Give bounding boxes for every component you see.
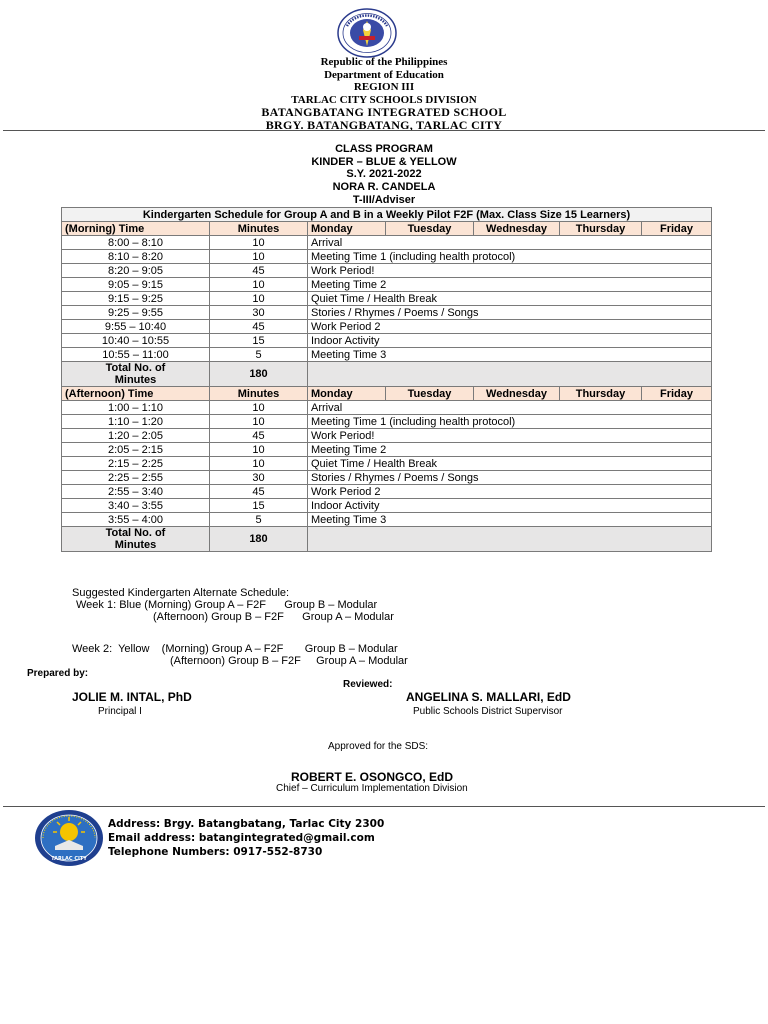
week1-line2: (Afternoon) Group B – F2F Group A – Modular xyxy=(153,611,394,623)
time-cell: 10:55 – 11:00 xyxy=(62,348,210,362)
column-header: Thursday xyxy=(560,222,642,236)
minutes-cell: 10 xyxy=(210,292,308,306)
department-line: Department of Education xyxy=(324,68,444,81)
column-header: (Morning) Time xyxy=(62,222,210,236)
time-cell: 2:05 – 2:15 xyxy=(62,443,210,457)
column-header: Tuesday xyxy=(386,222,474,236)
activity-cell: Meeting Time 2 xyxy=(308,443,712,457)
time-cell: 2:25 – 2:55 xyxy=(62,471,210,485)
time-cell: 3:40 – 3:55 xyxy=(62,499,210,513)
table-row xyxy=(62,485,712,499)
activity-cell: Meeting Time 1 (including health protocol) xyxy=(308,250,712,264)
activity-cell: Meeting Time 3 xyxy=(308,513,712,527)
column-header: Tuesday xyxy=(386,387,474,401)
column-header: Friday xyxy=(642,387,712,401)
afternoon-header-row xyxy=(62,387,712,401)
column-header: Friday xyxy=(642,222,712,236)
school-logo-icon xyxy=(33,808,105,868)
time-cell: 1:00 – 1:10 xyxy=(62,401,210,415)
total-label: Total No. of Minutes xyxy=(62,362,210,387)
alternate-heading: Suggested Kindergarten Alternate Schedule: xyxy=(72,587,290,599)
total-empty xyxy=(308,362,712,387)
minutes-cell: 10 xyxy=(210,415,308,429)
table-row xyxy=(62,264,712,278)
activity-cell: Work Period! xyxy=(308,429,712,443)
column-header: Wednesday xyxy=(474,222,560,236)
table-row xyxy=(62,401,712,415)
morning-header-row xyxy=(62,222,712,236)
activity-cell: Meeting Time 1 (including health protocol) xyxy=(308,415,712,429)
activity-cell: Stories / Rhymes / Poems / Songs xyxy=(308,471,712,485)
program-title: CLASS PROGRAM xyxy=(335,143,433,155)
program-teacher: NORA R. CANDELA xyxy=(332,181,436,194)
time-cell: 2:15 – 2:25 xyxy=(62,457,210,471)
division-line: TARLAC CITY SCHOOLS DIVISION xyxy=(291,93,477,106)
column-header: Minutes xyxy=(210,387,308,401)
minutes-cell: 5 xyxy=(210,348,308,362)
program-sy: S.Y. 2021-2022 xyxy=(346,168,422,181)
table-row xyxy=(62,471,712,485)
time-cell: 10:40 – 10:55 xyxy=(62,334,210,348)
table-row xyxy=(62,415,712,429)
program-header xyxy=(0,143,768,207)
deped-seal-icon xyxy=(337,8,397,58)
table-row xyxy=(62,457,712,471)
time-cell: 9:05 – 9:15 xyxy=(62,278,210,292)
principal-role: Principal I xyxy=(98,706,142,717)
time-cell: 2:55 – 3:40 xyxy=(62,485,210,499)
minutes-cell: 30 xyxy=(210,306,308,320)
activity-cell: Work Period 2 xyxy=(308,320,712,334)
minutes-cell: 10 xyxy=(210,278,308,292)
minutes-cell: 45 xyxy=(210,320,308,334)
time-cell: 1:10 – 1:20 xyxy=(62,415,210,429)
total-empty xyxy=(308,527,712,552)
column-header: Minutes xyxy=(210,222,308,236)
activity-cell: Meeting Time 2 xyxy=(308,278,712,292)
column-header: Thursday xyxy=(560,387,642,401)
time-cell: 8:00 – 8:10 xyxy=(62,236,210,250)
week2-line1: Week 2: Yellow (Morning) Group A – F2F Group B – Modular xyxy=(72,643,398,655)
time-cell: 3:55 – 4:00 xyxy=(62,513,210,527)
activity-cell: Stories / Rhymes / Poems / Songs xyxy=(308,306,712,320)
prepared-label: Prepared by: xyxy=(27,668,89,679)
address-line: BRGY. BATANGBATANG, TARLAC CITY xyxy=(265,117,503,132)
minutes-cell: 45 xyxy=(210,485,308,499)
column-header: Monday xyxy=(308,222,386,236)
approved-label: Approved for the SDS: xyxy=(328,741,429,752)
minutes-cell: 30 xyxy=(210,471,308,485)
program-class: KINDER – BLUE & YELLOW xyxy=(311,155,457,168)
activity-cell: Quiet Time / Health Break xyxy=(308,292,712,306)
table-row xyxy=(62,278,712,292)
table-row xyxy=(62,320,712,334)
chief-name: ROBERT E. OSONGCO, EdD xyxy=(291,770,454,784)
afternoon-total-row xyxy=(62,527,712,552)
footer-address: Address: Brgy. Batangbatang, Tarlac City 2300 xyxy=(108,818,385,830)
table-row xyxy=(62,334,712,348)
region-line: REGION III xyxy=(353,81,415,93)
afternoon-total-value: 180 xyxy=(210,527,308,552)
program-role: T-III/Adviser xyxy=(352,193,416,206)
schedule-table xyxy=(61,207,712,552)
minutes-cell: 45 xyxy=(210,264,308,278)
activity-cell: Indoor Activity xyxy=(308,499,712,513)
table-row xyxy=(62,292,712,306)
table-row xyxy=(62,236,712,250)
time-cell: 8:20 – 9:05 xyxy=(62,264,210,278)
column-header: (Afternoon) Time xyxy=(62,387,210,401)
minutes-cell: 10 xyxy=(210,443,308,457)
week2-line2: (Afternoon) Group B – F2F Group A – Modular xyxy=(170,655,408,667)
principal-name: JOLIE M. INTAL, PhD xyxy=(72,690,192,704)
table-row xyxy=(62,499,712,513)
activity-cell: Arrival xyxy=(308,401,712,415)
table-row xyxy=(62,443,712,457)
table-title: Kindergarten Schedule for Group A and B in a Weekly Pilot F2F (Max. Class Size 15 Learners) xyxy=(62,208,712,222)
activity-cell: Meeting Time 3 xyxy=(308,348,712,362)
supervisor-role: Public Schools District Supervisor xyxy=(413,706,563,717)
footer-phone: Telephone Numbers: 0917-552-8730 xyxy=(108,846,323,858)
time-cell: 1:20 – 2:05 xyxy=(62,429,210,443)
table-row xyxy=(62,429,712,443)
table-title-row xyxy=(62,208,712,222)
time-cell: 9:55 – 10:40 xyxy=(62,320,210,334)
minutes-cell: 15 xyxy=(210,334,308,348)
table-row xyxy=(62,250,712,264)
activity-cell: Work Period 2 xyxy=(308,485,712,499)
logo-text: TARLAC CITY xyxy=(51,856,87,862)
minutes-cell: 15 xyxy=(210,499,308,513)
activity-cell: Quiet Time / Health Break xyxy=(308,457,712,471)
table-row xyxy=(62,513,712,527)
footer-divider xyxy=(3,806,765,807)
header-divider xyxy=(3,130,765,131)
time-cell: 8:10 – 8:20 xyxy=(62,250,210,264)
minutes-cell: 45 xyxy=(210,429,308,443)
republic-line: Republic of the Philippines xyxy=(320,56,448,68)
morning-total-value: 180 xyxy=(210,362,308,387)
time-cell: 9:15 – 9:25 xyxy=(62,292,210,306)
total-label: Total No. of Minutes xyxy=(62,527,210,552)
column-header: Wednesday xyxy=(474,387,560,401)
chief-role: Chief – Curriculum Implementation Division xyxy=(276,783,468,794)
minutes-cell: 10 xyxy=(210,401,308,415)
activity-cell: Arrival xyxy=(308,236,712,250)
activity-cell: Indoor Activity xyxy=(308,334,712,348)
morning-total-row xyxy=(62,362,712,387)
time-cell: 9:25 – 9:55 xyxy=(62,306,210,320)
table-row xyxy=(62,306,712,320)
school-header xyxy=(0,56,768,131)
minutes-cell: 10 xyxy=(210,250,308,264)
minutes-cell: 5 xyxy=(210,513,308,527)
supervisor-name: ANGELINA S. MALLARI, EdD xyxy=(406,690,571,704)
week1-line1: Week 1: Blue (Morning) Group A – F2F Group B – Modular xyxy=(76,599,378,611)
table-row xyxy=(62,348,712,362)
column-header: Monday xyxy=(308,387,386,401)
footer-email: Email address: batangintegrated@gmail.com xyxy=(108,832,375,844)
footer-contact xyxy=(108,817,384,859)
school-line: BATANGBATANG INTEGRATED SCHOOL xyxy=(261,105,507,119)
activity-cell: Work Period! xyxy=(308,264,712,278)
reviewed-label: Reviewed: xyxy=(343,679,393,690)
minutes-cell: 10 xyxy=(210,457,308,471)
minutes-cell: 10 xyxy=(210,236,308,250)
